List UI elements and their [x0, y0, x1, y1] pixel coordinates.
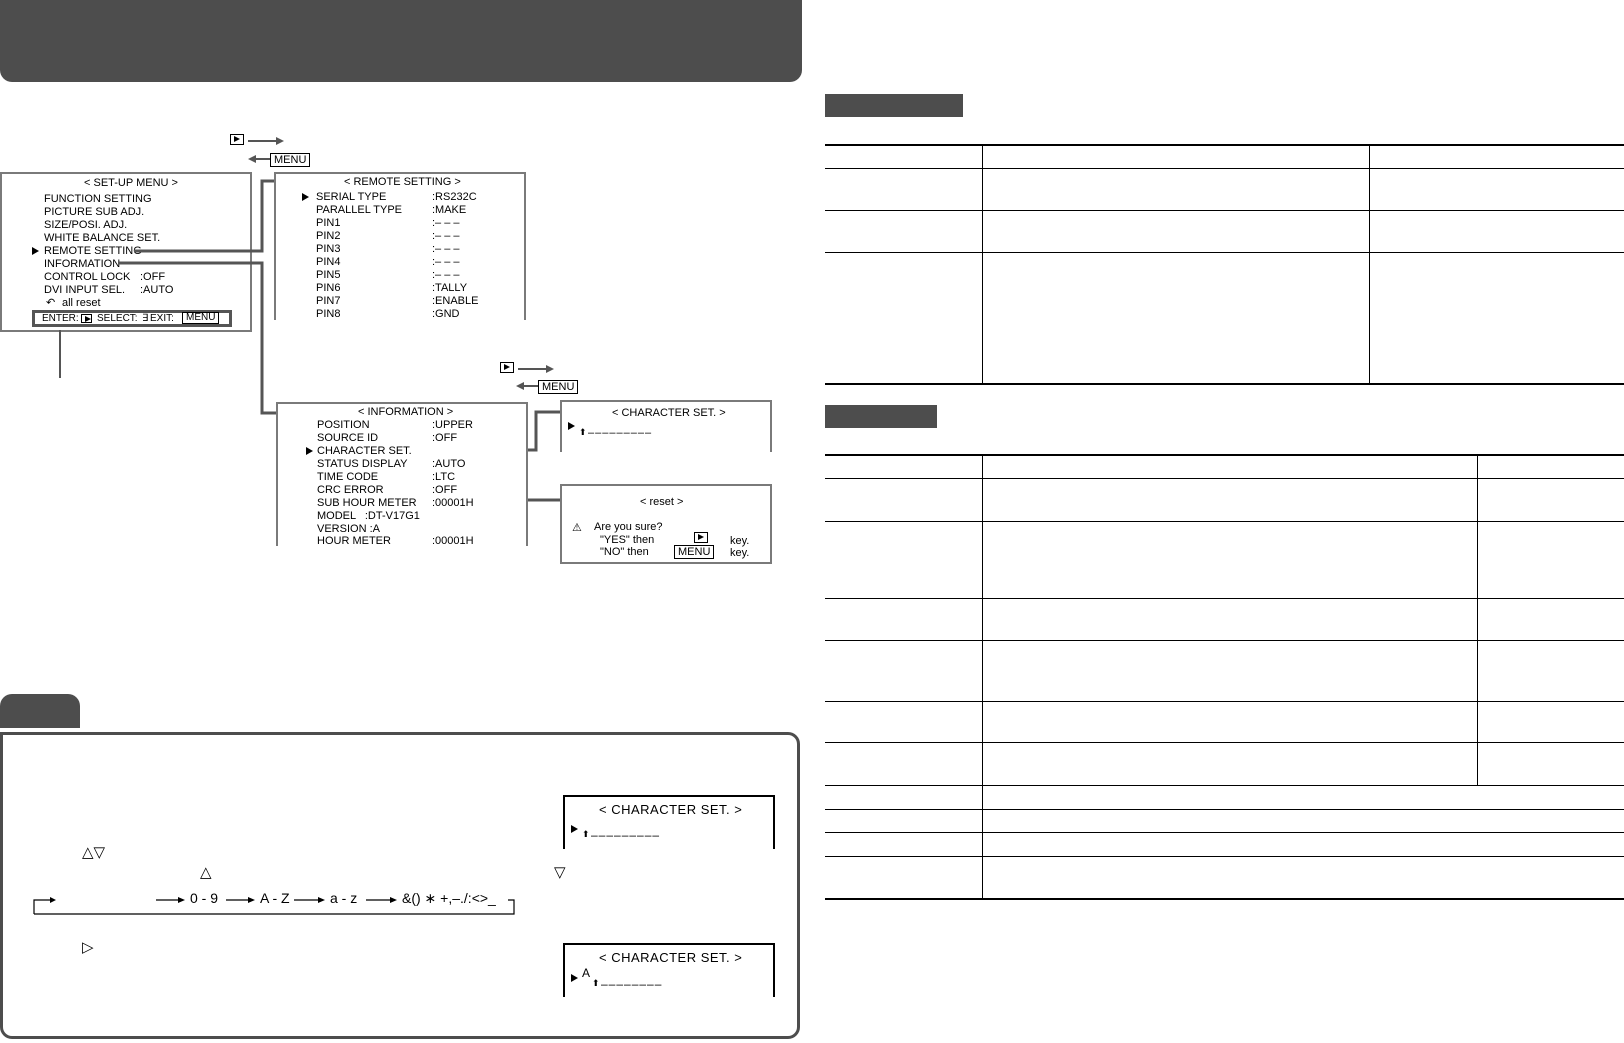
info-row: HOUR METER: [317, 535, 391, 547]
info-row[interactable]: SOURCE ID: [317, 432, 379, 444]
char-insert-icon: ⬆: [592, 978, 600, 988]
remote-value: :RS232C: [432, 191, 477, 203]
menu-item-remote-setting[interactable]: REMOTE SETTING: [44, 245, 142, 257]
section-bar-2: [825, 405, 937, 428]
remote-row[interactable]: PIN6: [316, 282, 341, 294]
info-row[interactable]: POSITION: [317, 419, 370, 431]
sequence-item: a - z: [330, 890, 358, 906]
char-insert-icon: ⬆: [579, 427, 587, 437]
remote-row[interactable]: PIN4: [316, 256, 341, 268]
setup-menu-footer: ENTER: SELECT: ∃ EXIT: MENU: [32, 310, 232, 327]
info-row[interactable]: STATUS DISPLAY: [317, 458, 408, 470]
enter-arrow: [500, 360, 554, 378]
remote-row[interactable]: PIN2: [316, 230, 341, 242]
remote-value: :TALLY: [432, 282, 468, 294]
info-row[interactable]: CHARACTER SET.: [317, 445, 412, 457]
sequence-item: 0 - 9: [190, 890, 219, 906]
character-set-example-1: < CHARACTER SET. > ⬆ –––––––––: [563, 795, 775, 849]
char-dashes: –––––––––: [588, 427, 653, 439]
menu-item-all-reset[interactable]: all reset: [62, 297, 101, 309]
char-cursor-icon: [568, 420, 575, 432]
reset-dialog: [560, 484, 772, 564]
menu-item-dvi-input-sel[interactable]: DVI INPUT SEL.: [44, 284, 126, 296]
remote-cursor-icon: [302, 191, 309, 203]
menu-item-size-posi-adj[interactable]: SIZE/POSI. ADJ.: [44, 219, 128, 231]
menu-item-picture-sub-adj[interactable]: PICTURE SUB ADJ.: [44, 206, 145, 218]
section-bar-1: [825, 94, 963, 117]
sequence-item: A - Z: [260, 890, 290, 906]
settings-table-2: [825, 454, 1624, 900]
info-value: :OFF: [432, 484, 458, 496]
info-value: :LTC: [432, 471, 456, 483]
remote-row[interactable]: PIN5: [316, 269, 341, 281]
information-title: < INFORMATION >: [358, 406, 454, 418]
remote-value: :– – –: [432, 217, 460, 229]
reset-no-line: "NO" then: [600, 546, 649, 558]
up-icon: △: [200, 864, 212, 881]
down-icon: ▽: [554, 864, 566, 881]
return-icon: ↶: [46, 297, 56, 309]
remote-value: :GND: [432, 308, 460, 320]
char-cursor-icon: [571, 969, 578, 987]
up-down-icons: △▽: [82, 844, 106, 861]
sequence-item: &() ∗ +,–./:<>_: [402, 890, 496, 906]
remote-row[interactable]: PIN3: [316, 243, 341, 255]
reset-title: < reset >: [640, 496, 684, 508]
menu-key: MENU: [270, 153, 310, 167]
remote-value: :– – –: [432, 230, 460, 242]
remote-row[interactable]: PIN8: [316, 308, 341, 320]
info-value: :OFF: [432, 432, 458, 444]
info-cursor-icon: [306, 445, 313, 457]
note-tab: [0, 694, 80, 728]
setup-menu-title: < SET-UP MENU >: [84, 177, 178, 189]
menu-item-information[interactable]: INFORMATION: [44, 258, 121, 270]
play-icon: [500, 362, 514, 373]
warning-icon: ⚠: [572, 522, 582, 534]
remote-row[interactable]: PARALLEL TYPE: [316, 204, 403, 216]
right-icon: ▷: [82, 939, 94, 956]
info-row[interactable]: SUB HOUR METER: [317, 497, 417, 509]
remote-row[interactable]: SERIAL TYPE: [316, 191, 387, 203]
reset-no-key: key.: [730, 547, 750, 559]
char-cursor-icon: [571, 820, 578, 838]
menu-item-white-balance-set[interactable]: WHITE BALANCE SET.: [44, 232, 161, 244]
info-version: VERSION :A: [317, 523, 380, 535]
info-model: MODEL :DT-V17G1: [317, 510, 420, 522]
char-insert-icon: ⬆: [582, 829, 590, 839]
settings-table-1: [825, 144, 1624, 385]
remote-row[interactable]: PIN7: [316, 295, 341, 307]
info-value: :AUTO: [432, 458, 466, 470]
remote-value: :– – –: [432, 243, 460, 255]
select-icon: ∃: [142, 313, 149, 324]
dvi-input-value: :AUTO: [140, 284, 174, 296]
information-screen: [276, 402, 528, 546]
remote-row[interactable]: PIN1: [316, 217, 341, 229]
control-lock-value: :OFF: [140, 271, 166, 283]
menu-key: MENU: [538, 380, 578, 394]
info-value: :00001H: [432, 535, 474, 547]
info-row[interactable]: CRC ERROR: [317, 484, 384, 496]
entered-char: A: [582, 966, 591, 980]
reset-yes-line: "YES" then: [600, 534, 655, 546]
info-value: :UPPER: [432, 419, 473, 431]
remote-setting-title: < REMOTE SETTING >: [344, 176, 461, 188]
reset-menu-key[interactable]: MENU: [674, 545, 714, 559]
reset-yes-key: key.: [730, 535, 750, 547]
menu-item-control-lock[interactable]: CONTROL LOCK: [44, 271, 131, 283]
remote-value: :MAKE: [432, 204, 467, 216]
character-set-example-2: < CHARACTER SET. > A ⬆ ––––––––: [563, 943, 775, 997]
character-set-title: < CHARACTER SET. >: [612, 407, 726, 419]
remote-value: :– – –: [432, 256, 460, 268]
menu-return-arrow: [516, 377, 578, 395]
remote-value: :ENABLE: [432, 295, 479, 307]
info-row[interactable]: TIME CODE: [317, 471, 379, 483]
info-value: :00001H: [432, 497, 474, 509]
play-icon: [694, 532, 708, 546]
reset-question: Are you sure?: [594, 521, 663, 533]
remote-setting-screen: [274, 172, 526, 320]
remote-value: :– – –: [432, 269, 460, 281]
menu-item-function-setting[interactable]: FUNCTION SETTING: [44, 193, 152, 205]
character-set-screen: [560, 400, 772, 452]
